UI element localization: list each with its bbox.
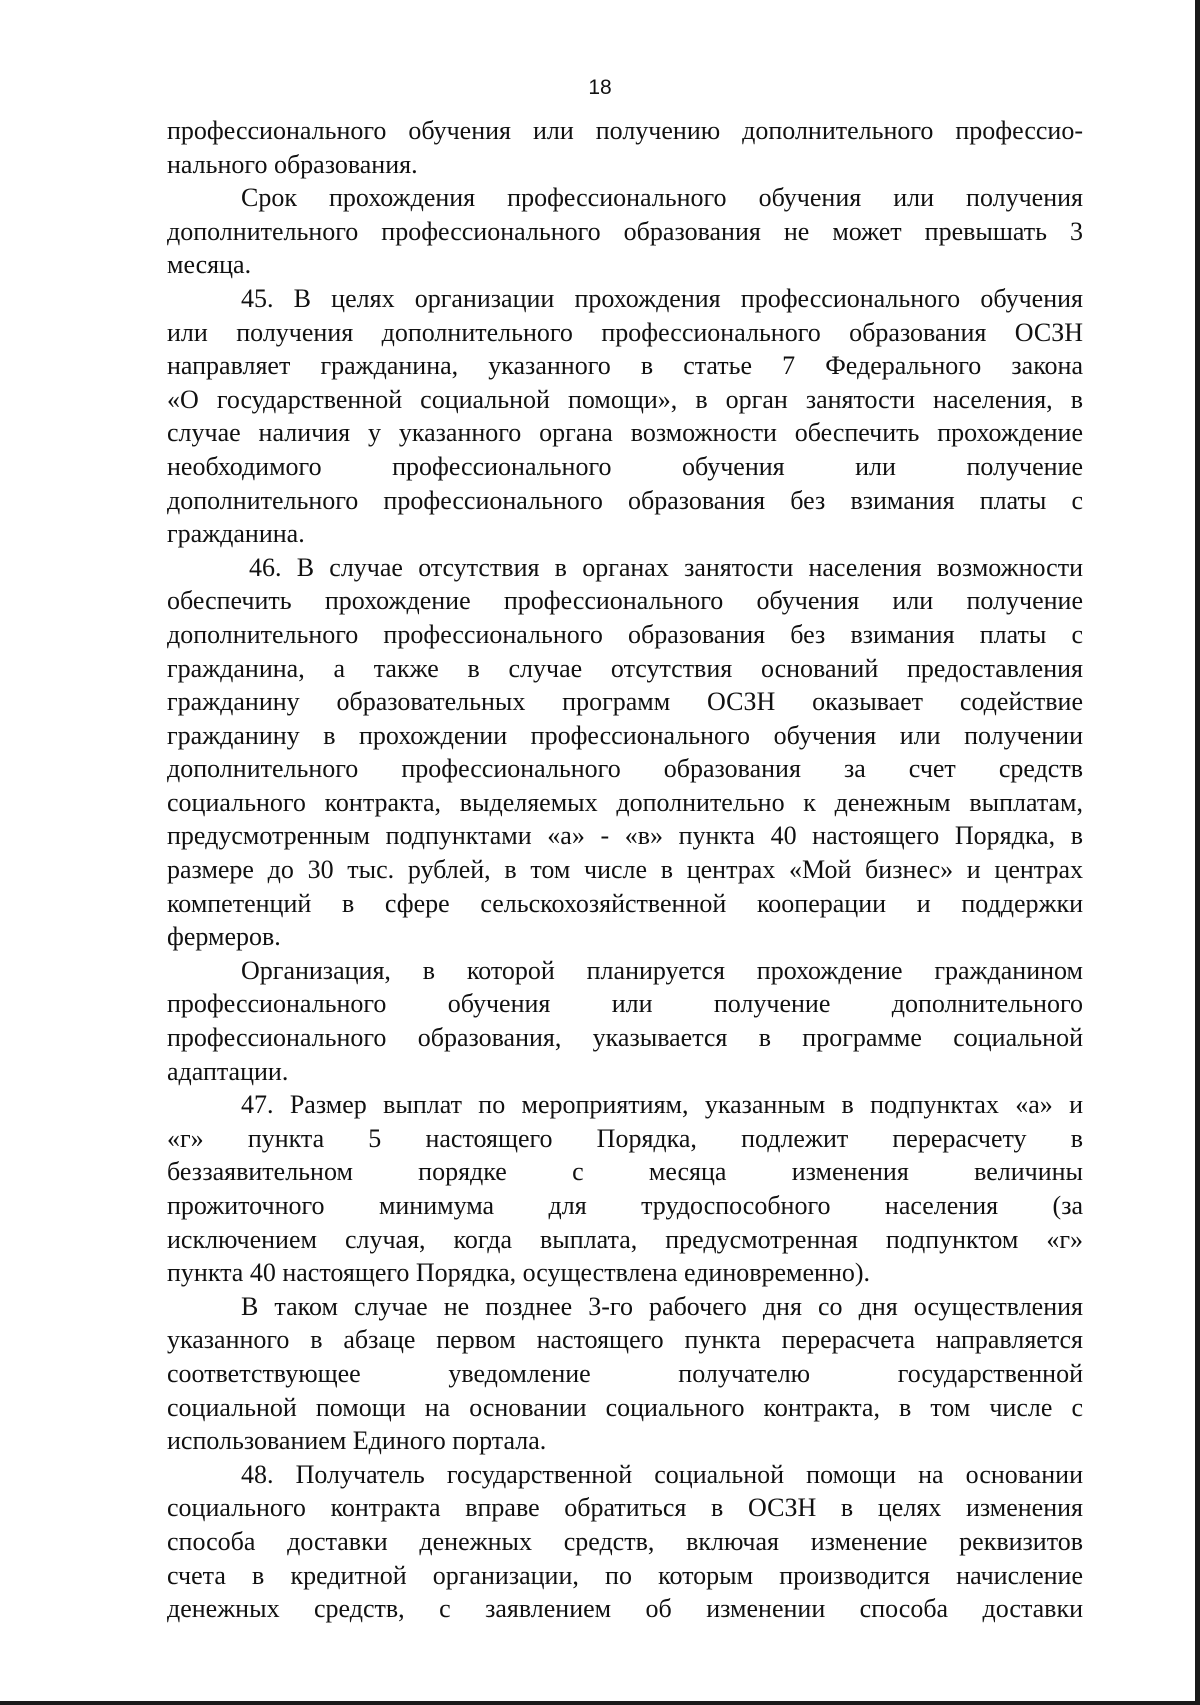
text-line: гражданина. [167, 519, 305, 549]
text-line: социальной помощи на основании социального контракта, в том числе с [167, 1392, 1083, 1422]
text-line: обеспечить прохождение профессионального обучения или получение [167, 586, 1083, 616]
text-line: социального контракта, выделяемых дополнительно к денежным выплатам, [167, 787, 1083, 817]
text-line: дополнительного профессионального образования за счет средств [167, 754, 1083, 784]
text-line: или получения дополнительного профессионального образования ОСЗН [167, 317, 1083, 347]
page-number: 18 [588, 76, 612, 99]
text-line: социального контракта вправе обратиться в ОСЗН в целях изменения [167, 1493, 1083, 1523]
text-line: Срок прохождения профессионального обучения или получения [241, 183, 1083, 213]
text-line: 46. В случае отсутствия в органах занятости населения возможности [249, 552, 1083, 582]
text-line: размере до 30 тыс. рублей, в том числе в центрах «Мой бизнес» и центрах [167, 855, 1083, 885]
text-line: случае наличия у указанного органа возможности обеспечить прохождение [167, 418, 1083, 448]
text-line: предусмотренным подпунктами «а» - «в» пункта 40 настоящего Порядка, в [167, 821, 1083, 851]
text-line: 47. Размер выплат по мероприятиям, указанным в подпунктах «а» и [241, 1090, 1083, 1120]
text-line: месяца. [167, 250, 252, 280]
scan-border-right [1195, 0, 1200, 1705]
text-line: фермеров. [167, 922, 281, 952]
text-line: компетенций в сфере сельскохозяйственной кооперации и поддержки [167, 888, 1083, 918]
text-line: указанного в абзаце первом настоящего пункта перерасчета направляется [167, 1325, 1083, 1355]
text-line: направляет гражданина, указанного в статье 7 Федерального закона [167, 351, 1083, 381]
text-line: 48. Получатель государственной социальной помощи на основании [241, 1459, 1083, 1489]
text-line: В таком случае не позднее 3-го рабочего дня со дня осуществления [241, 1291, 1083, 1321]
text-line: «г» пункта 5 настоящего Порядка, подлежит перерасчету в [167, 1123, 1083, 1153]
text-line: профессионального образования, указывается в программе социальной [167, 1023, 1083, 1053]
text-line: Организация, в которой планируется прохождение гражданином [241, 955, 1083, 985]
text-line: счета в кредитной организации, по которым производится начисление [167, 1560, 1083, 1590]
text-line: соответствующее уведомление получателю государственной [167, 1358, 1083, 1388]
text-line: необходимого профессионального обучения или получение [167, 451, 1083, 481]
text-line: дополнительного профессионального образования не может превышать 3 [167, 216, 1083, 246]
text-line: адаптации. [167, 1056, 289, 1086]
text-line: способа доставки денежных средств, включая изменение реквизитов [167, 1526, 1083, 1556]
text-line: дополнительного профессионального образования без взимания платы с [167, 485, 1083, 515]
text-line: исключением случая, когда выплата, предусмотренная подпунктом «г» [167, 1224, 1083, 1254]
text-line: профессионального обучения или получению дополнительного профессио- [167, 116, 1083, 145]
text-line: профессионального обучения или получение дополнительного [167, 989, 1083, 1019]
text-line: нального образования. [167, 149, 418, 179]
document-body [167, 114, 1083, 1626]
text-line: гражданину в прохождении профессионального обучения или получении [167, 720, 1083, 750]
text-line: «О государственной социальной помощи», в орган занятости населения, в [167, 384, 1083, 414]
text-line: использованием Единого портала. [167, 1426, 547, 1456]
text-line: беззаявительном порядке с месяца изменения величины [167, 1157, 1083, 1187]
text-line: дополнительного профессионального образования без взимания платы с [167, 619, 1083, 649]
text-line: прожиточного минимума для трудоспособного населения (за [167, 1191, 1083, 1220]
text-line: денежных средств, с заявлением об изменении способа доставки [167, 1594, 1083, 1624]
text-line: 45. В целях организации прохождения профессионального обучения [241, 283, 1083, 313]
text-line: гражданина, а также в случае отсутствия оснований предоставления [167, 653, 1083, 683]
text-line: пункта 40 настоящего Порядка, осуществлена единовременно). [167, 1258, 871, 1288]
text-line: гражданину образовательных программ ОСЗН оказывает содействие [167, 687, 1083, 717]
scan-border-bottom [0, 1701, 1200, 1705]
